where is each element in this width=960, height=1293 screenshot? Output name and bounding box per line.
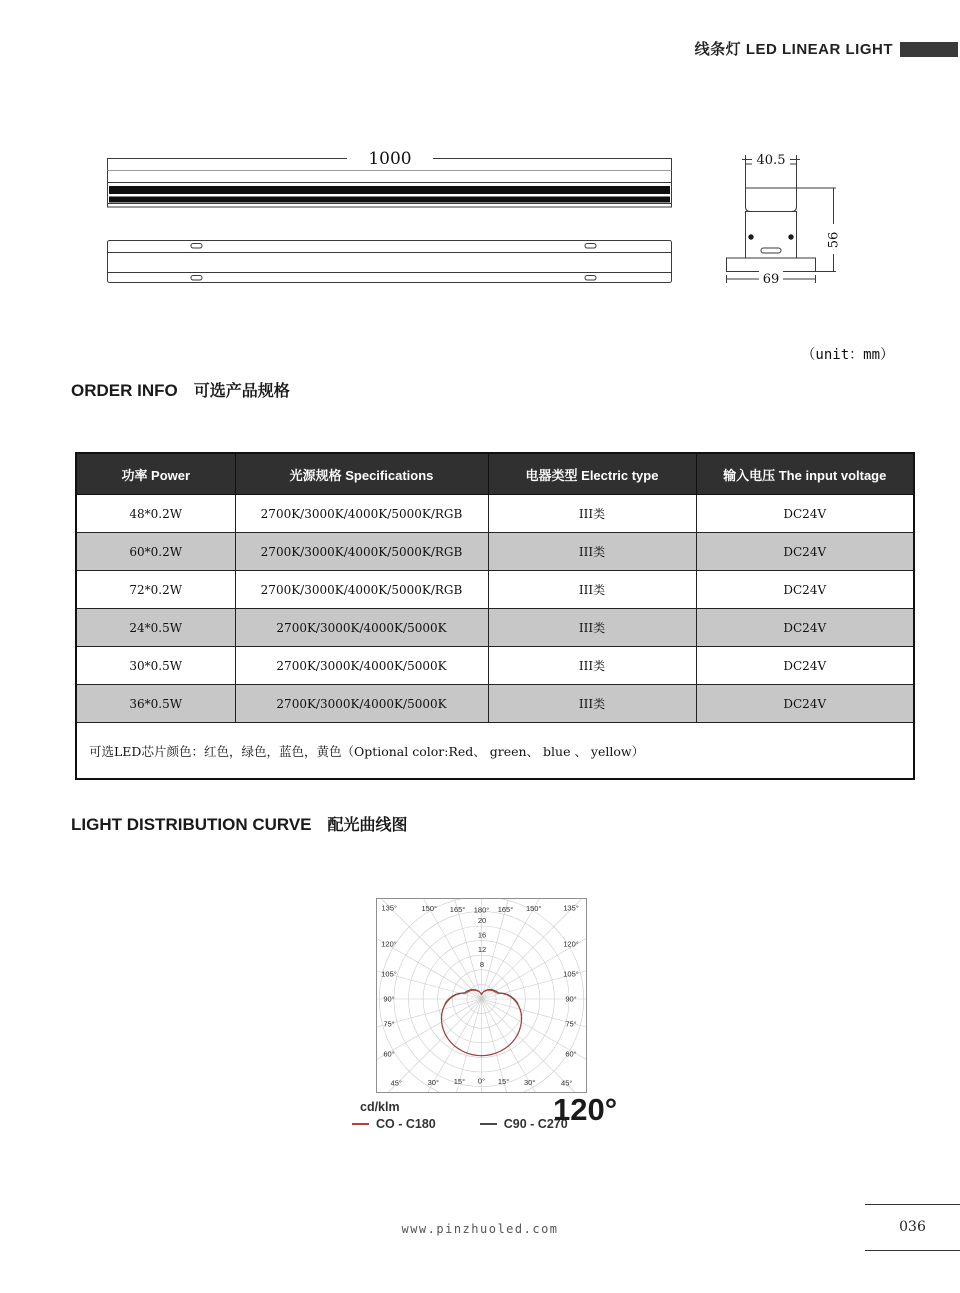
table-cell: 60*0.2W [76,533,235,571]
table-cell: 2700K/3000K/4000K/5000K [235,609,488,647]
table-cell: DC24V [696,495,914,533]
table-cell: 2700K/3000K/4000K/5000K [235,685,488,723]
mount-slot [585,276,596,281]
svg-text:75°: 75° [383,1019,395,1029]
column-header: 功率 Power [76,453,235,495]
table-row [76,609,914,647]
table-cell: DC24V [696,571,914,609]
spec-table-body [76,495,914,780]
profile-back-view [108,241,672,283]
svg-text:30°: 30° [524,1077,536,1087]
table-cell: DC24V [696,533,914,571]
order-info-heading-zh: 可选产品规格 [193,383,290,400]
dim-height-label: 56 [826,231,842,249]
svg-text:120°: 120° [381,939,397,949]
header-row [76,453,914,495]
table-cell: III类 [488,571,696,609]
svg-text:45°: 45° [561,1078,573,1088]
table-row [76,495,914,533]
svg-text:16: 16 [477,930,487,940]
table-cell: DC24V [696,647,914,685]
table-cell: DC24V [696,609,914,647]
svg-text:165°: 165° [449,905,466,915]
screw-dot [788,234,793,239]
table-note: 可选LED芯片颜色：红色，绿色，蓝色，黄色（Optional color:Red、 green、 blue 、 yellow） [76,723,914,780]
svg-text:150°: 150° [421,904,438,914]
table-row [76,647,914,685]
table-cell: III类 [488,533,696,571]
table-cell: III类 [488,609,696,647]
table-cell: 30*0.5W [76,647,235,685]
svg-text:120°: 120° [563,939,579,949]
dim-width-label: 40.5 [756,153,786,168]
curve-heading-en: LIGHT DISTRIBUTION CURVE [71,815,312,834]
table-cell: 2700K/3000K/4000K/5000K/RGB [235,533,488,571]
svg-text:8: 8 [479,959,485,969]
svg-text:60°: 60° [565,1049,577,1059]
legend-swatch-c0 [352,1123,369,1125]
table-cell: 36*0.5W [76,685,235,723]
table-row [76,571,914,609]
table-cell: III类 [488,495,696,533]
svg-text:105°: 105° [563,969,579,979]
table-note-row [76,723,914,780]
svg-text:105°: 105° [381,969,397,979]
legend-label-c0: CO - C180 [376,1117,436,1131]
table-cell: 48*0.2W [76,495,235,533]
svg-text:180°: 180° [473,905,490,915]
column-header: 电器类型 Electric type [488,453,696,495]
curve-heading-zh: 配光曲线图 [327,817,408,834]
table-cell: III类 [488,647,696,685]
page-header-title: 线条灯 LED LINEAR LIGHT [694,41,893,58]
svg-text:0°: 0° [477,1076,486,1086]
table-row [76,685,914,723]
svg-text:20: 20 [477,916,487,925]
unit-note: （unit：mm） [801,347,894,363]
svg-text:90°: 90° [383,994,395,1004]
svg-text:75°: 75° [565,1019,577,1029]
mount-slot [191,276,202,281]
svg-text:45°: 45° [390,1078,402,1088]
svg-text:30°: 30° [427,1077,439,1087]
polar-chart-svg [376,898,587,1093]
table-cell: 24*0.5W [76,609,235,647]
legend-swatch-c90 [480,1123,497,1125]
light-distribution-chart [376,898,587,1093]
svg-text:150°: 150° [525,904,542,914]
header-accent-bar [900,42,958,57]
svg-text:135°: 135° [381,903,398,913]
order-info-heading [71,378,290,401]
svg-text:15°: 15° [497,1076,510,1086]
column-header: 输入电压 The input voltage [696,453,914,495]
mount-slot [191,244,202,249]
footer-website: www.pinzhuoled.com [401,1222,559,1236]
table-cell: DC24V [696,685,914,723]
svg-text:60°: 60° [383,1049,395,1059]
screw-dot [748,234,753,239]
table-cell: 72*0.2W [76,571,235,609]
svg-text:165°: 165° [497,905,514,915]
legend-label-c90: C90 - C270 [503,1117,568,1131]
table-cell: 2700K/3000K/4000K/5000K [235,647,488,685]
svg-text:135°: 135° [563,903,579,913]
column-header: 光源规格 Specifications [235,453,488,495]
table-row [76,533,914,571]
top-view-drawing [107,147,672,287]
cross-section-drawing [720,138,850,288]
page-number: 036 [865,1204,960,1251]
mount-slot [585,244,596,249]
svg-text:15°: 15° [453,1076,466,1086]
spec-table-head [76,453,914,495]
spec-table [75,452,915,780]
legend-item-c0 [352,1117,436,1131]
order-info-heading-en: ORDER INFO [71,381,178,400]
curve-heading [71,812,408,835]
dim-base-label: 69 [762,272,780,287]
table-cell: 2700K/3000K/4000K/5000K/RGB [235,571,488,609]
beam-angle-label: 120° [553,1092,618,1127]
chart-legend [352,1100,568,1131]
table-cell: III类 [488,685,696,723]
svg-text:90°: 90° [565,994,577,1004]
chart-unit-label: cd/klm [360,1100,400,1114]
svg-text:12: 12 [477,945,487,955]
dim-length-label: 1000 [368,149,412,169]
table-cell: 2700K/3000K/4000K/5000K/RGB [235,495,488,533]
